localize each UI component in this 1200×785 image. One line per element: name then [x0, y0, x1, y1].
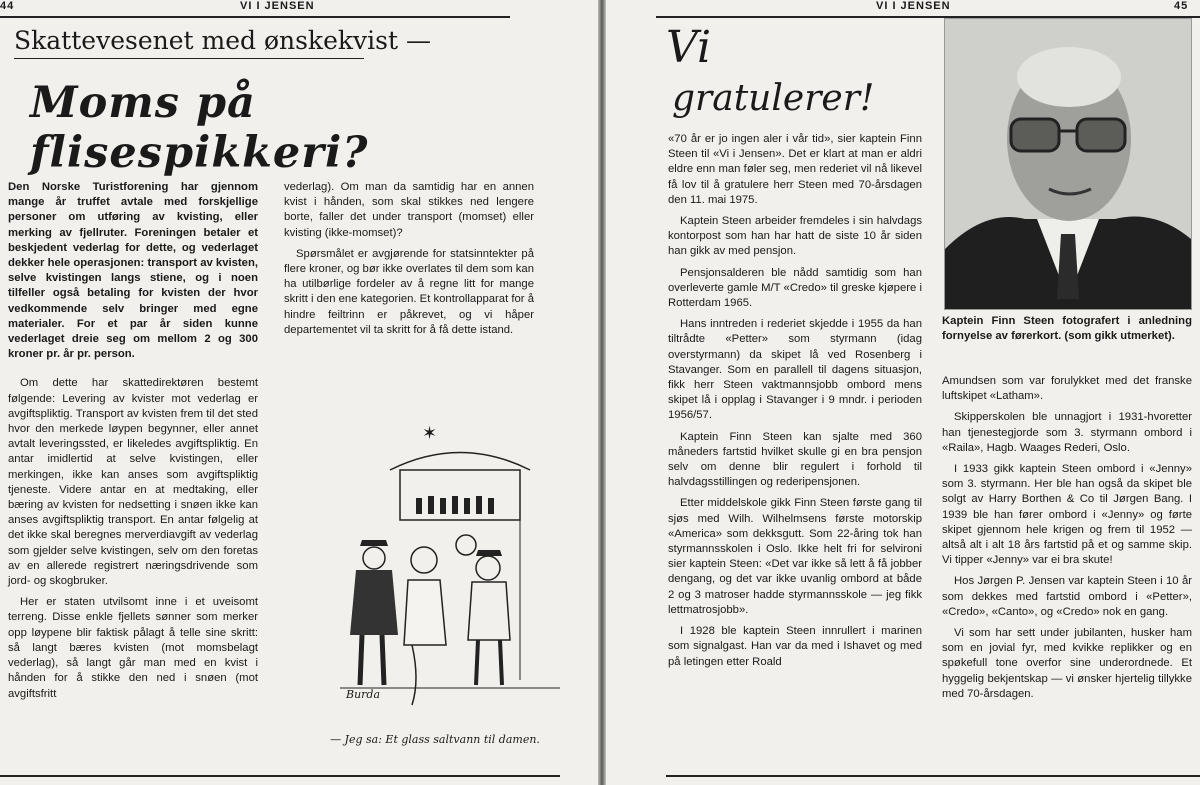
body-paragraph: Etter middelskole gikk Finn Steen første gang til sjøs med Wilh. Wilhelmsens første motorskip «America» som dekksgutt. Som 22-åring tok han styrmannsskolen i Oslo. Ikke helt fri for selvironi sier kaptein Steen: «Det var ikke så lett å få jobber dengang, og det var ikke uvanlig ombord at både 2 og 3 matroser hadde styrmannsskole — jeg fikk lettmatrosjobb».	[668, 497, 922, 616]
running-header: VI I JENSEN	[240, 0, 315, 12]
body-paragraph: Hos Jørgen P. Jensen var kaptein Steen i 10 år som dekkes med fartstid ombord i «Petter», «Credo», «Canto», og «Credo» nok en gang.	[942, 575, 1192, 618]
book-gutter	[598, 0, 606, 785]
portrait-photo	[944, 18, 1192, 310]
right-column-1	[668, 132, 922, 676]
star-ornament: ✶	[422, 423, 438, 443]
body-paragraph: Vi som har sett under jubilanten, husker ham som en jovial fyr, med kvikke replikker og en spøkefull tone overfor sine underordnede. Et hyggelig bekjentskap — vi ønsker hjertelig tillykke med 70-årsdagen.	[942, 627, 1192, 700]
bar-cartoon	[320, 430, 582, 720]
body-paragraph: Skipperskolen ble unnagjort i 1931-hvoretter han tjenestegjorde som 3. styrmann ombord i «Raila», Hagb. Waages Rederi, Oslo.	[942, 411, 1192, 454]
right-page	[606, 0, 1200, 785]
left-column-1	[8, 180, 258, 708]
body-paragraph: Spørsmålet er avgjørende for statsinntekter på flere kroner, og bør ikke overlates til dem som kan ha utilbørlige fordeler av å regne litt for mange skritt i den ene kategorien. Et kontrollapparat for å hindre feiltrinn er påkrevet, og vi håper departementet vil ta skritt for å få dette istand.	[284, 247, 534, 336]
body-paragraph: Kaptein Finn Steen kan sjalte med 360 måneders fartstid hvilket skulle gi en bra pensjon selv om denne blir regulert i forhold til halvdagsstillingen og rederipensjonen.	[668, 430, 922, 489]
body-paragraph: Pensjonsalderen ble nådd samtidig som han overleverte gamle M/T «Credo» til greske kjøpere i Rotterdam 1965.	[668, 266, 922, 310]
footer-rule	[666, 775, 1200, 777]
body-paragraph: I 1928 ble kaptein Steen innrullert i marinen som signalgast. Han var da med i Ishavet og med på letingen etter Roald	[668, 625, 922, 668]
title-vi: Vi	[666, 22, 712, 73]
kicker: Skattevesenet med ønskekvist —	[14, 26, 431, 55]
photo-caption: Kaptein Finn Steen fotografert i anledning fornyelse av førerkort. (som gikk utmerket).	[942, 315, 1192, 342]
footer-rule	[0, 775, 560, 777]
page-number: 44	[0, 0, 15, 12]
cartoon-signature: Burda	[346, 688, 381, 701]
left-column-2	[284, 180, 534, 344]
lead-paragraph: Den Norske Turistforening har gjennom mange år truffet avtale med forskjellige personer om utføring av kvisting, eller merking av fjellruter. Foreningen betaler et beskjedent vederlag for dette, og vederlaget dekker hele operasjonen: transport av kvisten, selve kvistingen langs stiene, og i noen tilfeller også betaling for kvisten der hvor vedkommende selv bringer med egne materialer. For et par år siden kunne vederlaget dreie seg om mellom 2 og 300 kroner pr. år pr. person.	[8, 181, 258, 361]
body-paragraph: Hans inntreden i rederiet skjedde i 1955 da han tiltrådte «Petter» som styrmann (idag overstyrmann) da skipet lå ved Rosenberg i Stavanger. Som en parallell til dagens situasjon, fikk herr Steen vaktmannsjobb ombord mens skipet lå i opplag i Stavanger i 9 mndr. i perioden 1956/57.	[668, 318, 922, 422]
body-paragraph: vederlag). Om man da samtidig har en annen kvist i hånden, som skal stikkes ned lengere borte, faller det under transport (momset) eller kvisting (ikke-momset)?	[284, 181, 534, 239]
header-rule	[0, 16, 510, 18]
body-paragraph: Om dette har skattedirektøren bestemt følgende: Levering av kvister mot vederlag er avgiftspliktig. Transport av kvisten frem til det sted hvor den merkede løypen begynner, eller annet avtalt leveringssted, er likeledes avgiftspliktig. En antar imidlertid at selve kvistingen, eller merkingen, ikke kan anses som avgiftspliktig tjeneste. Videre antar en at medtaking, eller bæring av kvisten for nedsetting i snøen ikke kan anses avgiftspliktig transport. En antar følgelig at det ikke skal beregnes merverdiavgift av vederlag som gjelder selve kvistingen, selv om den foretas av en allerede registrert næringsdrivende som jord- og skogbruker.	[8, 377, 258, 588]
title-gratulerer: gratulerer!	[672, 78, 875, 119]
body-paragraph: «70 år er jo ingen aler i vår tid», sier kaptein Finn Steen til «Vi i Jensen». Det er klart at man er aldri eldre enn man føler seg, men rederiet vil nå likevel få lov til å gratulere herr Steen med 70-årsdagen den 11. mai 1975.	[668, 133, 922, 206]
headline: Moms på flisespikkeri?	[30, 78, 369, 178]
body-paragraph: I 1933 gikk kaptein Steen ombord i «Jenny» som 3. styrmann. Her ble han også da skipet ble solgt av Harry Borthen & Co til Jørgen Bang. I 1939 ble han fører ombord i «Jenny» og førte skipet gjennom hele krigen og frem til 1952 — altså alt i alt 18 års fartstid på et og samme skip. Vi tipper «Jenny» var ei bra skute!	[942, 463, 1192, 567]
running-header: VI I JENSEN	[876, 0, 951, 12]
left-page	[0, 0, 598, 785]
kicker-rule	[14, 58, 364, 59]
body-paragraph: Kaptein Steen arbeider fremdeles i sin halvdags kontorpost som han har hatt de siste 10 år siden han gikk av med pensjon.	[668, 215, 922, 258]
right-column-2	[942, 374, 1192, 708]
body-paragraph: Her er staten utvilsomt inne i et uveisomt terreng. Disse enkle fjellets sønner som merker opp løypene blir faktisk pålagt å telle sine skritt: så langt bæres kvisten (mot momsbelagt vederlag), så langt går man med en kvist i hånden for å stikke den ned i snøen (mot avgiftsfritt	[8, 596, 258, 700]
body-paragraph: Amundsen som var forulykket med det franske luftskipet «Latham».	[942, 375, 1192, 403]
page-number: 45	[1174, 0, 1189, 12]
cartoon-caption: — Jeg sa: Et glass saltvann til damen.	[330, 733, 540, 746]
